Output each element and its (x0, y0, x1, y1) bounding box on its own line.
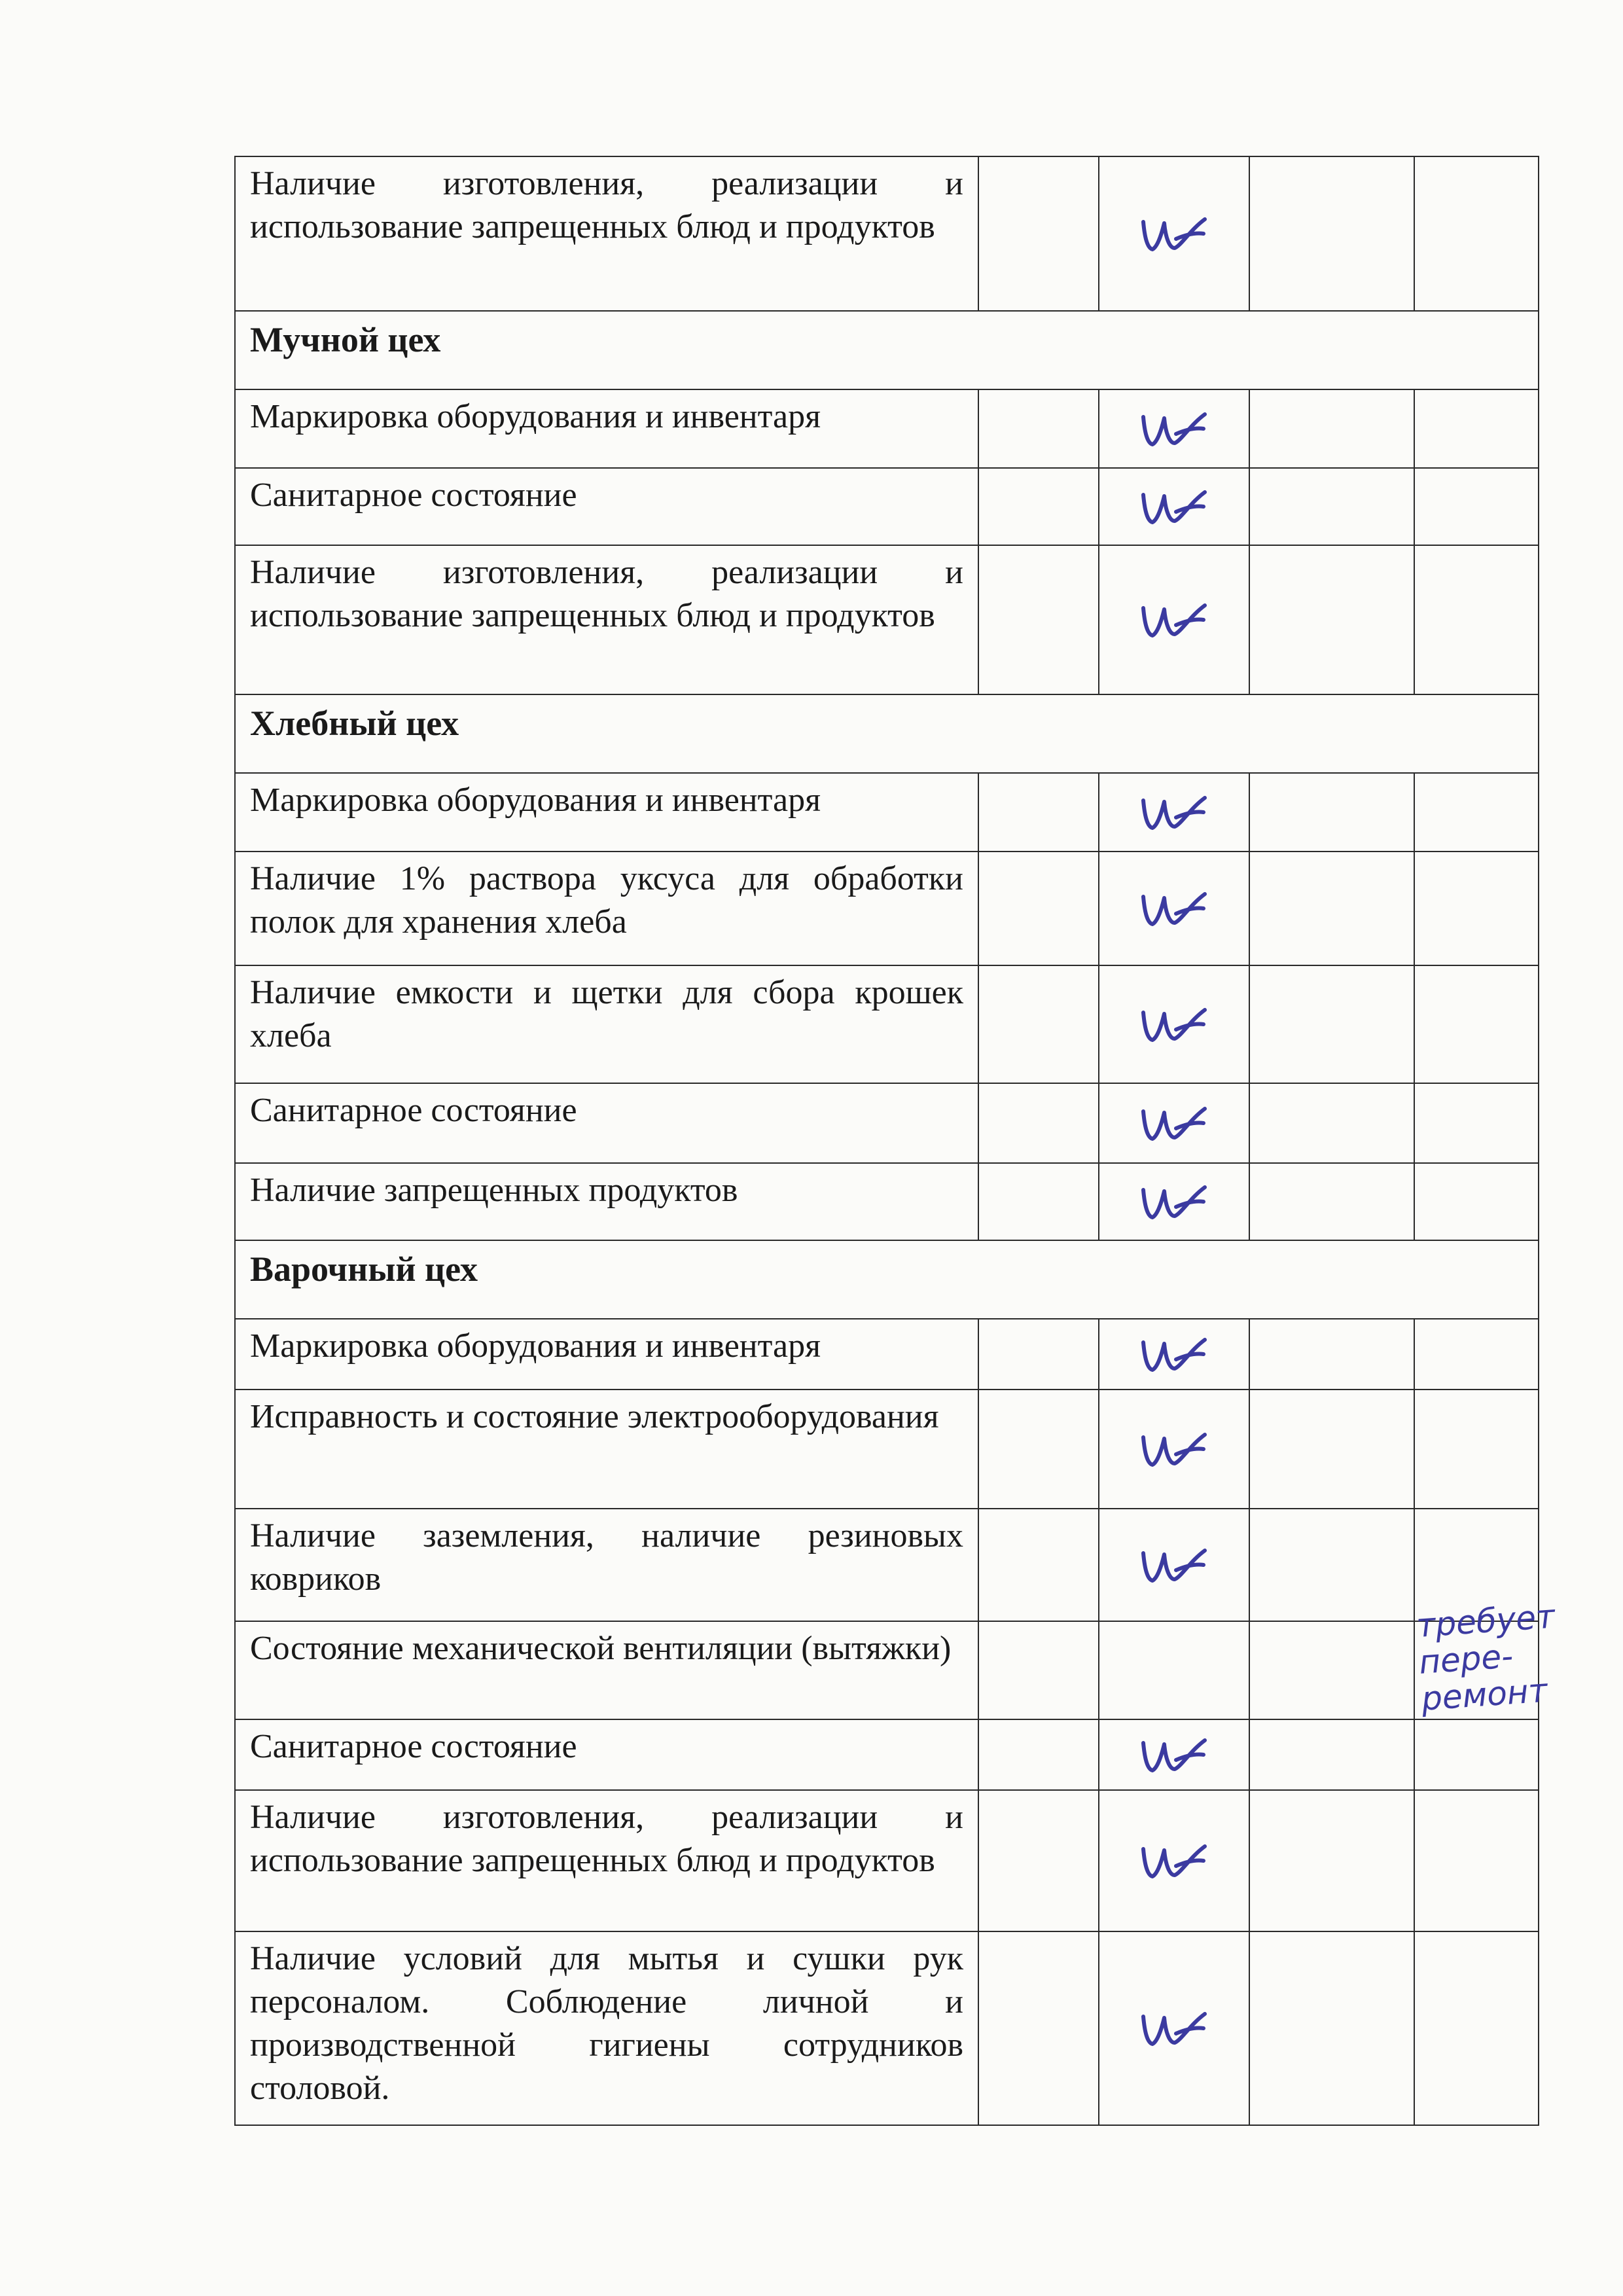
handwritten-check-mark (1138, 403, 1210, 455)
checklist-row (235, 156, 1539, 311)
check-mark-stroke (1143, 414, 1205, 444)
handwritten-note-line: пере- (1418, 1637, 1514, 1681)
check-mark-stroke (1143, 219, 1205, 249)
criterion-text: Наличие изготовления, реализации и использование запрещенных блюд и продуктов (235, 156, 978, 311)
col-b-cell (1099, 156, 1249, 311)
handwritten-check-mark (1138, 207, 1210, 260)
col-c-cell (1249, 1790, 1414, 1931)
handwritten-check-mark (1138, 480, 1210, 533)
col-c-cell (1249, 1390, 1414, 1509)
checklist-row (235, 1621, 1539, 1719)
col-d-cell (1414, 965, 1539, 1083)
handwritten-check-mark (1138, 1835, 1210, 1887)
col-d-cell (1414, 852, 1539, 965)
criterion-text: Санитарное состояние (235, 1719, 978, 1790)
check-mark-stroke (1143, 1846, 1205, 1876)
col-c-cell (1249, 1083, 1414, 1163)
col-b-cell (1099, 1931, 1249, 2125)
col-c-cell (1249, 156, 1414, 311)
check-mark-stroke (1143, 1187, 1205, 1217)
col-c-cell (1249, 1931, 1414, 2125)
col-a-cell (978, 1790, 1099, 1931)
checklist-row (235, 1719, 1539, 1790)
col-a-cell (978, 965, 1099, 1083)
col-d-cell (1414, 545, 1539, 694)
handwritten-check-mark (1138, 594, 1210, 646)
check-mark-stroke (1143, 798, 1205, 828)
col-b-cell (1099, 1163, 1249, 1240)
check-mark-stroke (1143, 1010, 1205, 1040)
col-a-cell (978, 1163, 1099, 1240)
check-mark-stroke (1143, 894, 1205, 924)
col-d-cell (1414, 1390, 1539, 1509)
section-row (235, 694, 1539, 773)
col-c-cell (1249, 852, 1414, 965)
col-a-cell (978, 1509, 1099, 1621)
col-b-cell (1099, 389, 1249, 468)
checklist-row (235, 389, 1539, 468)
col-b-cell (1099, 852, 1249, 965)
section-title: Варочный цех (235, 1240, 1539, 1319)
handwritten-check-mark (1138, 2002, 1210, 2054)
col-a-cell (978, 389, 1099, 468)
col-a-cell (978, 1390, 1099, 1509)
col-d-cell (1414, 1790, 1539, 1931)
criterion-text: Наличие емкости и щетки для сбора крошек хлеба (235, 965, 978, 1083)
criterion-text: Наличие заземления, наличие резиновых ковриков (235, 1509, 978, 1621)
col-b-cell (1099, 468, 1249, 545)
check-mark-stroke (1143, 1551, 1205, 1581)
criterion-text: Маркировка оборудования и инвентаря (235, 773, 978, 852)
col-a-cell (978, 468, 1099, 545)
checklist-row (235, 1390, 1539, 1509)
criterion-text: Наличие 1% раствора уксуса для обработки полок для хранения хлеба (235, 852, 978, 965)
checklist-row (235, 965, 1539, 1083)
criterion-text: Санитарное состояние (235, 468, 978, 545)
col-b-cell (1099, 1390, 1249, 1509)
checklist-body (235, 156, 1556, 2125)
col-c-cell (1249, 1509, 1414, 1621)
handwritten-check-mark (1138, 786, 1210, 838)
criterion-text: Маркировка оборудования и инвентаря (235, 389, 978, 468)
handwritten-note-line: требует (1415, 1597, 1556, 1645)
checklist-row (235, 1083, 1539, 1163)
criterion-text: Наличие запрещенных продуктов (235, 1163, 978, 1240)
criterion-text: Состояние механической вентиляции (вытяжки) (235, 1621, 978, 1719)
col-a-cell (978, 773, 1099, 852)
checklist-row (235, 1163, 1539, 1240)
col-b-cell (1099, 1719, 1249, 1790)
section-row (235, 1240, 1539, 1319)
check-mark-stroke (1143, 1435, 1205, 1465)
handwritten-check-mark (1138, 1729, 1210, 1781)
check-mark-stroke (1143, 492, 1205, 522)
check-mark-stroke (1143, 1340, 1205, 1370)
col-d-cell (1414, 468, 1539, 545)
check-mark-stroke (1143, 605, 1205, 636)
section-row (235, 311, 1539, 389)
col-c-cell (1249, 965, 1414, 1083)
col-c-cell (1249, 545, 1414, 694)
handwritten-check-mark (1138, 1328, 1210, 1380)
handwritten-note-line: ремонт (1420, 1671, 1549, 1718)
handwritten-note (1415, 1597, 1573, 1717)
check-mark-stroke (1143, 2014, 1205, 2044)
col-c-cell (1249, 1163, 1414, 1240)
col-c-cell (1249, 773, 1414, 852)
col-d-cell (1414, 1319, 1539, 1390)
col-b-cell (1099, 1790, 1249, 1931)
section-title: Хлебный цех (235, 694, 1539, 773)
checklist-row (235, 545, 1539, 694)
check-mark-stroke (1143, 1109, 1205, 1139)
col-a-cell (978, 156, 1099, 311)
handwritten-check-mark (1138, 1539, 1210, 1591)
col-a-cell (978, 1931, 1099, 2125)
checklist-row (235, 1931, 1539, 2125)
col-c-cell (1249, 389, 1414, 468)
handwritten-check-mark (1138, 998, 1210, 1050)
col-d-cell (1414, 1931, 1539, 2125)
col-c-cell (1249, 1319, 1414, 1390)
checklist-row (235, 1319, 1539, 1390)
col-a-cell (978, 852, 1099, 965)
col-d-cell (1414, 1597, 1556, 1719)
col-b-cell (1099, 545, 1249, 694)
handwritten-check-mark (1138, 1175, 1210, 1228)
col-d-cell (1414, 1163, 1539, 1240)
handwritten-check-mark (1138, 882, 1210, 935)
checklist-row (235, 468, 1539, 545)
col-a-cell (978, 545, 1099, 694)
col-b-cell (1099, 1621, 1249, 1719)
col-a-cell (978, 1319, 1099, 1390)
col-d-cell (1414, 1083, 1539, 1163)
criterion-text: Санитарное состояние (235, 1083, 978, 1163)
handwritten-check-mark (1138, 1423, 1210, 1475)
criterion-text: Исправность и состояние электрооборудования (235, 1390, 978, 1509)
section-title: Мучной цех (235, 311, 1539, 389)
col-b-cell (1099, 1319, 1249, 1390)
criterion-text: Наличие изготовления, реализации и использование запрещенных блюд и продуктов (235, 545, 978, 694)
col-b-cell (1099, 1083, 1249, 1163)
check-mark-stroke (1143, 1740, 1205, 1770)
col-b-cell (1099, 1509, 1249, 1621)
col-c-cell (1249, 468, 1414, 545)
checklist-row (235, 773, 1539, 852)
col-a-cell (978, 1621, 1099, 1719)
criterion-text: Наличие изготовления, реализации и использование запрещенных блюд и продуктов (235, 1790, 978, 1931)
col-c-cell (1249, 1621, 1414, 1719)
col-a-cell (978, 1719, 1099, 1790)
inspection-checklist-table (234, 156, 1556, 2126)
criterion-text: Маркировка оборудования и инвентаря (235, 1319, 978, 1390)
criterion-text: Наличие условий для мытья и сушки рук персоналом. Соблюдение личной и производственной гигиены сотрудников столовой. (235, 1931, 978, 2125)
col-c-cell (1249, 1719, 1414, 1790)
checklist-row (235, 1790, 1539, 1931)
handwritten-check-mark (1138, 1097, 1210, 1149)
col-b-cell (1099, 773, 1249, 852)
col-d-cell (1414, 389, 1539, 468)
col-d-cell (1414, 156, 1539, 311)
col-d-cell (1414, 1719, 1539, 1790)
col-b-cell (1099, 965, 1249, 1083)
col-d-cell (1414, 773, 1539, 852)
col-a-cell (978, 1083, 1099, 1163)
checklist-row (235, 1509, 1539, 1621)
checklist-row (235, 852, 1539, 965)
